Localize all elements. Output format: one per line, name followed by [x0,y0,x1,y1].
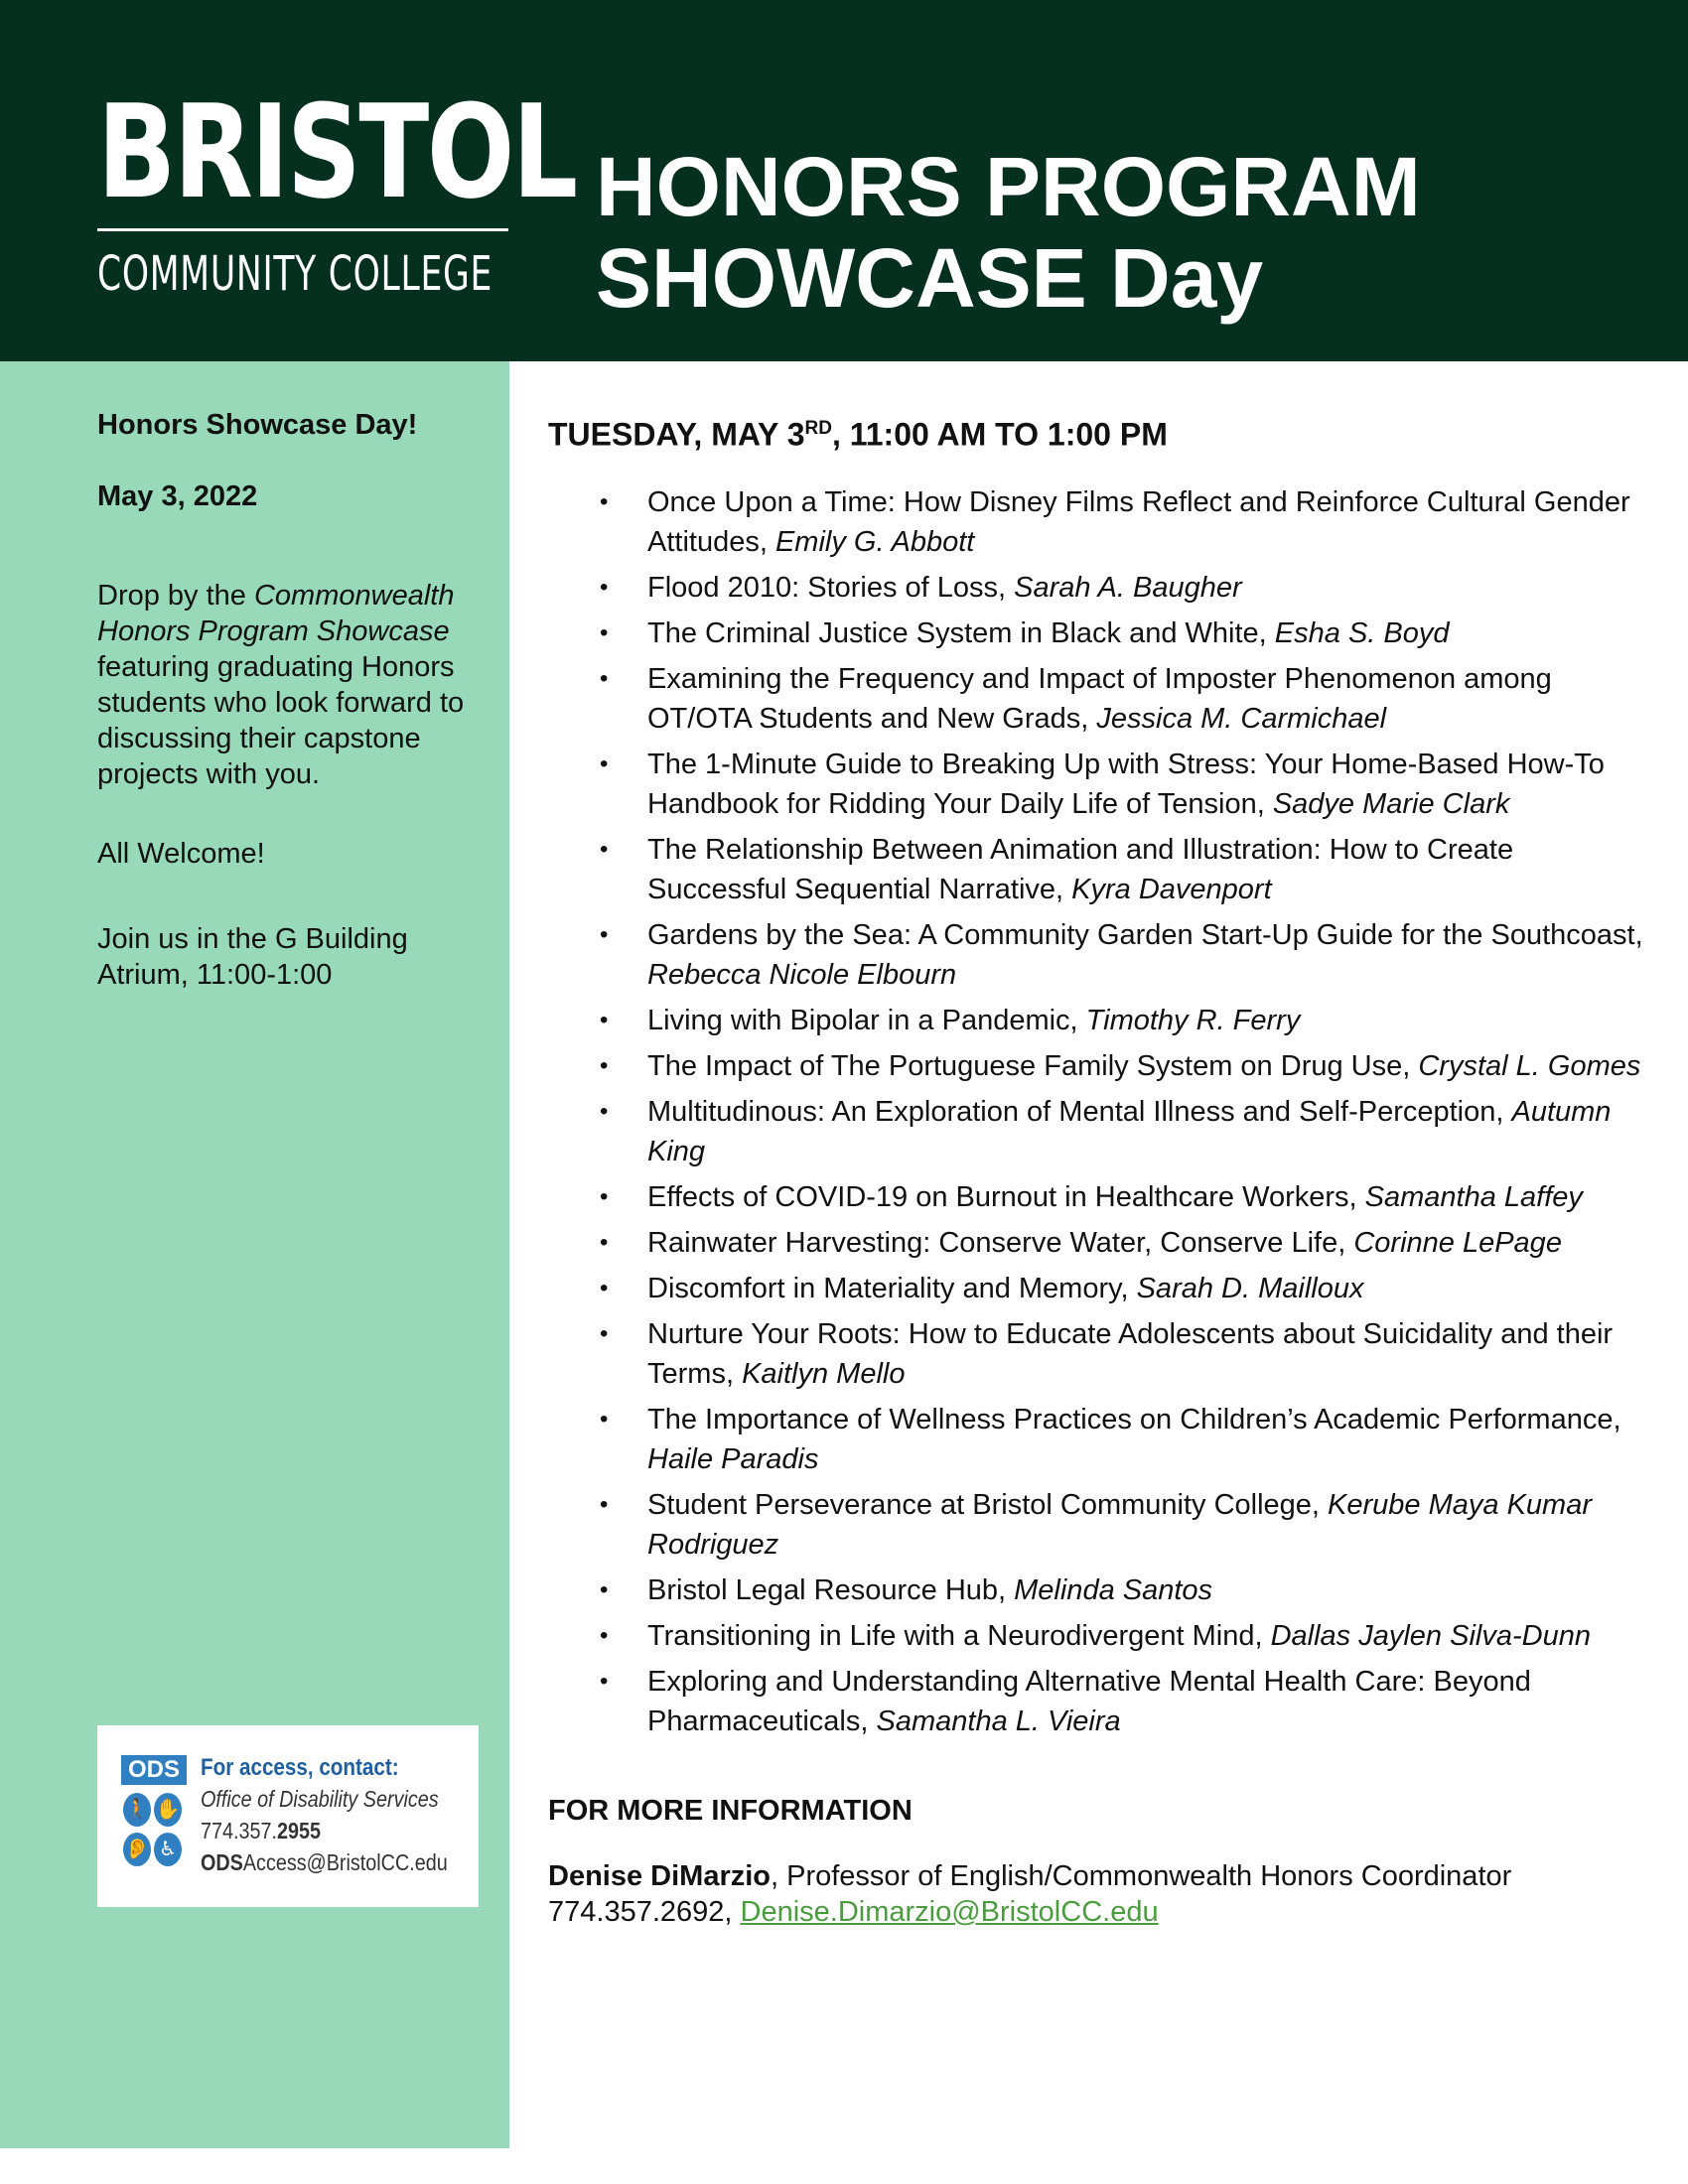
bullet-icon: • [600,835,609,863]
project-title: The Relationship Between Animation and Illustration: How to Create Successful Sequential Narrative, [647,833,1514,905]
contact-phone: 774.357.2692, [548,1895,741,1928]
project-title: Nurture Your Roots: How to Educate Adolescents about Suicidality and their Terms, [647,1317,1614,1390]
logo-subtitle: COMMUNITY COLLEGE [97,246,493,302]
page-title-line-2: SHOWCASE Day [596,231,1264,325]
project-title: The Importance of Wellness Practices on Children’s Academic Performance, [647,1403,1621,1435]
bullet-icon: • [600,1228,609,1256]
project-item [548,1177,1650,1217]
bullet-icon: • [600,1274,609,1301]
bullet-icon: • [600,487,609,515]
project-title: Flood 2010: Stories of Loss, [647,571,1015,604]
bullet-icon: • [600,1667,609,1695]
description-post: featuring graduating Honors students who look forward to discussing their capstone projects with you. [97,651,465,790]
sidebar [0,361,509,2148]
project-item [548,1001,1650,1040]
project-title: Gardens by the Sea: A Community Garden Start-Up Guide for the Southcoast, [647,918,1643,951]
date-ordinal: RD [804,418,832,439]
ods-badge: ODS [121,1755,187,1785]
project-item [548,568,1650,608]
project-author: Crystal L. Gomes [1418,1049,1641,1082]
bullet-icon: • [600,1182,609,1210]
project-author: Timothy R. Ferry [1085,1004,1301,1036]
ods-phone [201,1815,431,1846]
sign-language-icon: ✋ [154,1793,182,1827]
project-item [548,745,1650,824]
date-post: , 11:00 AM TO 1:00 PM [831,416,1168,453]
bullet-icon: • [600,1575,609,1603]
project-item [548,1400,1650,1479]
project-title: Living with Bipolar in a Pandemic, [647,1004,1086,1036]
project-item [548,830,1650,909]
project-item [548,614,1650,653]
project-item [548,1616,1650,1656]
contact-info [548,1858,1650,1930]
main-content [548,407,1650,1930]
ods-contact-box [97,1725,479,1907]
page-title [596,141,1421,324]
project-author: Esha S. Boyd [1274,616,1450,649]
bullet-icon: • [600,1006,609,1033]
project-author: Sarah A. Baugher [1014,571,1242,604]
project-title: Transitioning in Life with a Neurodivergent Mind, [647,1619,1271,1652]
ods-heading: For access, contact: [201,1754,399,1781]
project-item [548,1485,1650,1565]
ods-phone-prefix: 774.357. [201,1818,277,1843]
ods-email-rest: Access@BristolCC.edu [242,1849,448,1875]
bullet-icon: • [600,1319,609,1347]
more-info-heading: FOR MORE INFORMATION [548,1794,913,1827]
project-author: Haile Paradis [647,1442,819,1475]
bullet-icon: • [600,750,609,777]
project-author: Kyra Davenport [1071,873,1272,905]
project-item [548,1269,1650,1308]
project-title: Bristol Legal Resource Hub, [647,1573,1015,1606]
bullet-icon: • [600,1405,609,1433]
project-author: Samantha L. Vieira [876,1705,1121,1737]
ods-phone-suffix: 2955 [276,1818,322,1843]
contact-email-link[interactable]: Denise.Dimarzio@BristolCC.edu [740,1895,1159,1928]
bullet-icon: • [600,1051,609,1079]
contact-name: Denise DiMarzio [548,1859,771,1892]
bullet-icon: • [600,618,609,646]
description-pre: Drop by the [97,580,254,612]
description-italic: Commonwealth Honors Program Showcase [97,580,455,647]
project-author: Sadye Marie Clark [1272,787,1510,820]
bullet-icon: • [600,920,609,948]
project-item [548,1570,1650,1610]
project-title: Examining the Frequency and Impact of Imposter Phenomenon among OT/OTA Students and New Grads, [647,662,1552,735]
header-banner [0,0,1688,361]
date-pre: TUESDAY, MAY 3 [548,416,805,453]
project-title: The Impact of The Portuguese Family System on Drug Use, [647,1049,1419,1082]
project-title: Rainwater Harvesting: Conserve Water, Conserve Life, [647,1226,1354,1259]
hearing-icon: 👂 [123,1833,151,1866]
project-title: Effects of COVID-19 on Burnout in Healthcare Workers, [647,1180,1365,1213]
project-title: Multitudinous: An Exploration of Mental Illness and Self-Perception, [647,1095,1512,1128]
project-author: Sarah D. Mailloux [1136,1272,1364,1304]
project-title: Student Perseverance at Bristol Community College, [647,1488,1329,1521]
project-title: Discomfort in Materiality and Memory, [647,1272,1137,1304]
project-item [548,1046,1650,1086]
project-author: Rebecca Nicole Elbourn [647,958,957,991]
project-list [548,482,1650,1741]
accessibility-icons [123,1793,189,1872]
project-author: Samantha Laffey [1364,1180,1583,1213]
project-item [548,659,1650,739]
sidebar-welcome: All Welcome! [97,838,265,870]
blind-walker-icon: 🚶 [123,1793,151,1827]
sidebar-description [97,578,494,792]
sidebar-location: Join us in the G Building Atrium, 11:00-1:00 [97,923,408,991]
project-title: Exploring and Understanding Alternative Mental Health Care: Beyond Pharmaceuticals, [647,1665,1531,1737]
wheelchair-icon: ♿ [154,1833,182,1866]
event-date-heading [548,407,1650,457]
project-author: Emily G. Abbott [774,525,975,558]
project-author: Jessica M. Carmichael [1096,702,1387,735]
project-title: Once Upon a Time: How Disney Films Reflect and Reinforce Cultural Gender Attitudes, [647,485,1630,558]
project-item [548,482,1650,562]
project-author: Autumn King [647,1095,1612,1167]
project-item [548,1092,1650,1171]
page-title-line-1: HONORS PROGRAM [596,140,1421,233]
project-author: Dallas Jaylen Silva-Dunn [1270,1619,1591,1652]
logo-wordmark: BRISTOL [97,76,576,227]
project-item [548,915,1650,995]
project-author: Kaitlyn Mello [742,1357,906,1390]
bullet-icon: • [600,1097,609,1125]
bullet-icon: • [600,1621,609,1649]
bullet-icon: • [600,1490,609,1518]
bullet-icon: • [600,573,609,601]
project-title: The Criminal Justice System in Black and White, [647,616,1275,649]
ods-email[interactable] [201,1846,448,1878]
project-item [548,1223,1650,1263]
sidebar-date: May 3, 2022 [97,480,258,512]
ods-office: Office of Disability Services [201,1786,439,1812]
project-title: The 1-Minute Guide to Breaking Up with Stress: Your Home-Based How-To Handbook for Ridding Your Daily Life of Tension, [647,748,1605,820]
sidebar-intro: Honors Showcase Day! [97,409,418,441]
project-author: Corinne LePage [1353,1226,1562,1259]
bullet-icon: • [600,664,609,692]
project-author: Kerube Maya Kumar Rodriguez [647,1488,1593,1561]
contact-role: , Professor of English/Commonwealth Honors Coordinator [771,1859,1512,1892]
ods-email-bold: ODS [201,1849,243,1875]
ods-details [201,1753,469,1878]
project-item [548,1662,1650,1741]
logo-divider [97,228,508,231]
project-item [548,1314,1650,1394]
bristol-logo [97,76,576,302]
project-author: Melinda Santos [1014,1573,1213,1606]
